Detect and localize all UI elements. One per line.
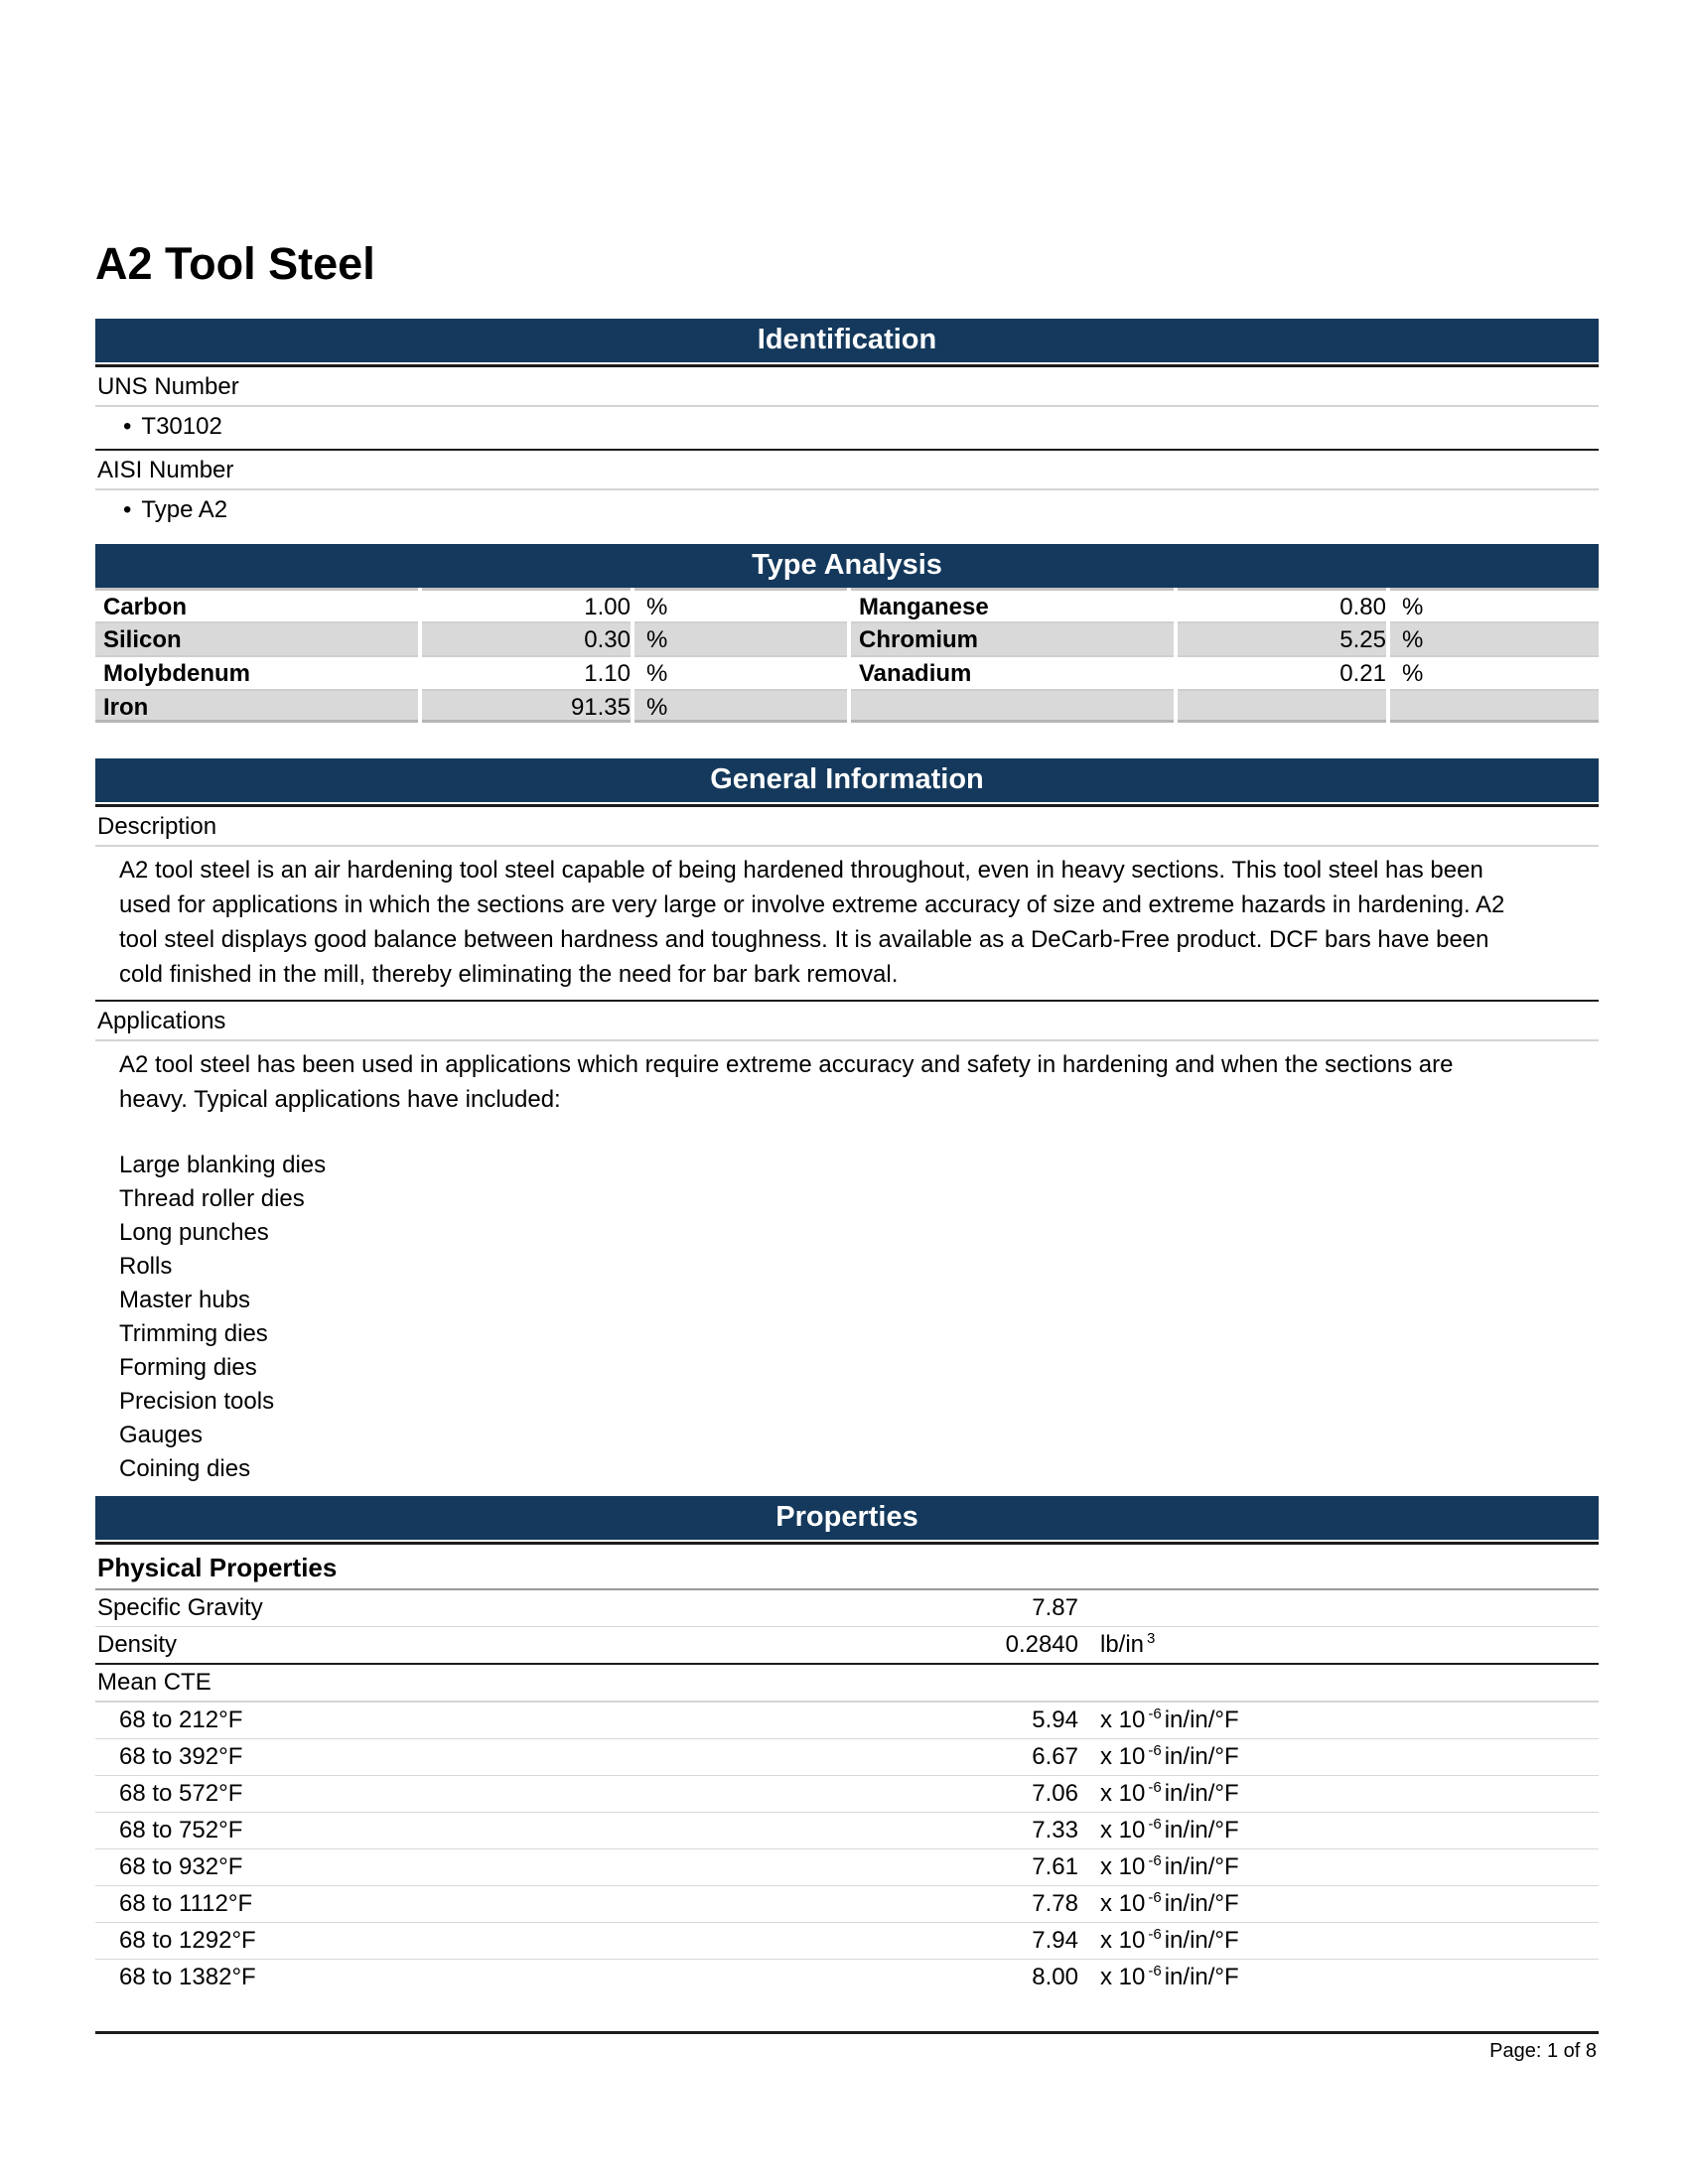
- cte-row: [95, 1849, 1599, 1885]
- list-item: Forming dies: [119, 1353, 257, 1381]
- properties-header-bar: [95, 1496, 1599, 1540]
- cte-range-label: 68 to 752°F: [119, 1816, 243, 1843]
- element-unit: [1390, 689, 1599, 723]
- cte-row: [95, 1739, 1599, 1775]
- property-unit: [1078, 1590, 1599, 1626]
- element-unit: %: [634, 588, 847, 621]
- element-unit: %: [1390, 588, 1599, 621]
- general-information-header-text: General Information: [710, 763, 984, 796]
- uns-number-value: • T30102: [123, 412, 222, 440]
- type-analysis-section: [95, 544, 1599, 723]
- page-title: A2 Tool Steel: [95, 238, 375, 289]
- bullet-icon: •: [123, 412, 132, 440]
- table-row: [95, 621, 1599, 655]
- uns-number-label: UNS Number: [97, 372, 239, 400]
- applications-list: [95, 1125, 1599, 1486]
- cte-range-label: 68 to 212°F: [119, 1706, 243, 1733]
- list-item: Rolls: [119, 1252, 173, 1280]
- element-name: [851, 689, 1174, 723]
- page-number: Page: 1 of 8: [1489, 2039, 1597, 2062]
- element-unit: %: [1390, 621, 1599, 655]
- mean-cte-label: Mean CTE: [97, 1668, 211, 1696]
- cte-value: 7.06: [1032, 1779, 1078, 1807]
- cte-unit: x 10 $^{-6}$ in/in/°F: [1100, 1962, 1239, 1990]
- element-name: Carbon: [95, 588, 418, 621]
- aisi-number-value: • Type A2: [123, 495, 228, 523]
- element-name: Manganese: [851, 588, 1174, 621]
- list-item: Precision tools: [119, 1387, 275, 1415]
- table-row: [95, 689, 1599, 723]
- list-item: Large blanking dies: [119, 1151, 327, 1178]
- description-text: A2 tool steel is an air hardening tool steel capable of being hardened throughout, even in heavy sections. This tool steel has been used for applications in which the sections are very large or involve extreme accuracy of size and extreme hazards in hardening. A2 tool steel displays good balance between hardness and toughness. It is available as a DeCarb-Free product. DCF bars have been cold finished in the mill, thereby eliminating the need for bar bark removal.: [119, 856, 1505, 988]
- cte-range-label: 68 to 1112°F: [119, 1889, 253, 1917]
- cte-value: 7.33: [1032, 1816, 1078, 1843]
- element-value: 1.00: [422, 588, 631, 621]
- element-unit: %: [634, 655, 847, 689]
- cte-unit: x 10 $^{-6}$ in/in/°F: [1100, 1925, 1239, 1954]
- identification-section: [95, 319, 1599, 532]
- cte-row: [95, 1886, 1599, 1922]
- list-item: Long punches: [119, 1218, 269, 1246]
- cte-row: [95, 1776, 1599, 1812]
- element-name: Iron: [95, 689, 418, 723]
- element-unit: %: [634, 689, 847, 723]
- cte-range-label: 68 to 1292°F: [119, 1926, 256, 1954]
- list-item: Thread roller dies: [119, 1184, 305, 1212]
- identification-header-bar: [95, 319, 1599, 362]
- cte-unit: x 10 $^{-6}$ in/in/°F: [1100, 1778, 1239, 1807]
- cte-range-label: 68 to 932°F: [119, 1852, 243, 1880]
- element-unit: %: [1390, 655, 1599, 689]
- cte-value: 6.67: [1032, 1742, 1078, 1770]
- aisi-number-label: AISI Number: [97, 456, 234, 483]
- cte-range-label: 68 to 392°F: [119, 1742, 243, 1770]
- bullet-icon: •: [123, 495, 132, 523]
- cte-range-label: 68 to 572°F: [119, 1779, 243, 1807]
- property-row: [95, 1627, 1599, 1663]
- cte-value: 7.61: [1032, 1852, 1078, 1880]
- list-item: Master hubs: [119, 1286, 251, 1313]
- property-label: Density: [97, 1630, 178, 1658]
- element-name: Molybdenum: [95, 655, 418, 689]
- cte-range-label: 68 to 1382°F: [119, 1963, 256, 1990]
- element-value: [1178, 689, 1386, 723]
- properties-section: [95, 1496, 1599, 1995]
- properties-header-text: Properties: [775, 1501, 918, 1534]
- cte-value: 7.94: [1032, 1926, 1078, 1954]
- property-value: 7.87: [1032, 1593, 1078, 1621]
- general-information-header-bar: [95, 758, 1599, 802]
- property-row: [95, 1665, 1599, 1701]
- cte-unit: x 10 $^{-6}$ in/in/°F: [1100, 1705, 1239, 1733]
- list-item: Trimming dies: [119, 1319, 268, 1347]
- cte-unit: x 10 $^{-6}$ in/in/°F: [1100, 1851, 1239, 1880]
- description-label: Description: [97, 812, 217, 840]
- table-row: [95, 655, 1599, 689]
- cte-unit: x 10 $^{-6}$ in/in/°F: [1100, 1888, 1239, 1917]
- element-value: 1.10: [422, 655, 631, 689]
- cte-row: [95, 1923, 1599, 1959]
- cte-row: [95, 1813, 1599, 1848]
- applications-label: Applications: [97, 1007, 226, 1034]
- property-value: 0.2840: [1005, 1630, 1078, 1658]
- physical-properties-subheading: Physical Properties: [97, 1552, 338, 1582]
- cte-row: [95, 1960, 1599, 1995]
- type-analysis-header-text: Type Analysis: [752, 549, 942, 582]
- cte-unit: x 10 $^{-6}$ in/in/°F: [1100, 1815, 1239, 1843]
- type-analysis-table: [95, 588, 1599, 723]
- type-analysis-header-bar: [95, 544, 1599, 588]
- element-value: 0.21: [1178, 655, 1386, 689]
- cte-row: [95, 1703, 1599, 1738]
- property-unit: lb/in $^3$: [1100, 1629, 1156, 1658]
- identification-header-text: Identification: [757, 324, 937, 356]
- element-value: 5.25: [1178, 621, 1386, 655]
- element-name: Silicon: [95, 621, 418, 655]
- cte-unit: x 10 $^{-6}$ in/in/°F: [1100, 1741, 1239, 1770]
- cte-value: 8.00: [1032, 1963, 1078, 1990]
- element-value: 91.35: [422, 689, 631, 723]
- applications-text: A2 tool steel has been used in applications which require extreme accuracy and safety in hardening and when the sections are heavy. Typical applications have included:: [119, 1050, 1454, 1113]
- element-name: Vanadium: [851, 655, 1174, 689]
- list-item: Gauges: [119, 1421, 204, 1448]
- list-item: Coining dies: [119, 1454, 251, 1482]
- element-unit: %: [634, 621, 847, 655]
- table-row: [95, 588, 1599, 621]
- general-information-section: [95, 758, 1599, 1486]
- cte-value: 7.78: [1032, 1889, 1078, 1917]
- element-value: 0.30: [422, 621, 631, 655]
- element-value: 0.80: [1178, 588, 1386, 621]
- property-row: [95, 1590, 1599, 1626]
- property-label: Specific Gravity: [97, 1593, 263, 1621]
- element-name: Chromium: [851, 621, 1174, 655]
- cte-value: 5.94: [1032, 1706, 1078, 1733]
